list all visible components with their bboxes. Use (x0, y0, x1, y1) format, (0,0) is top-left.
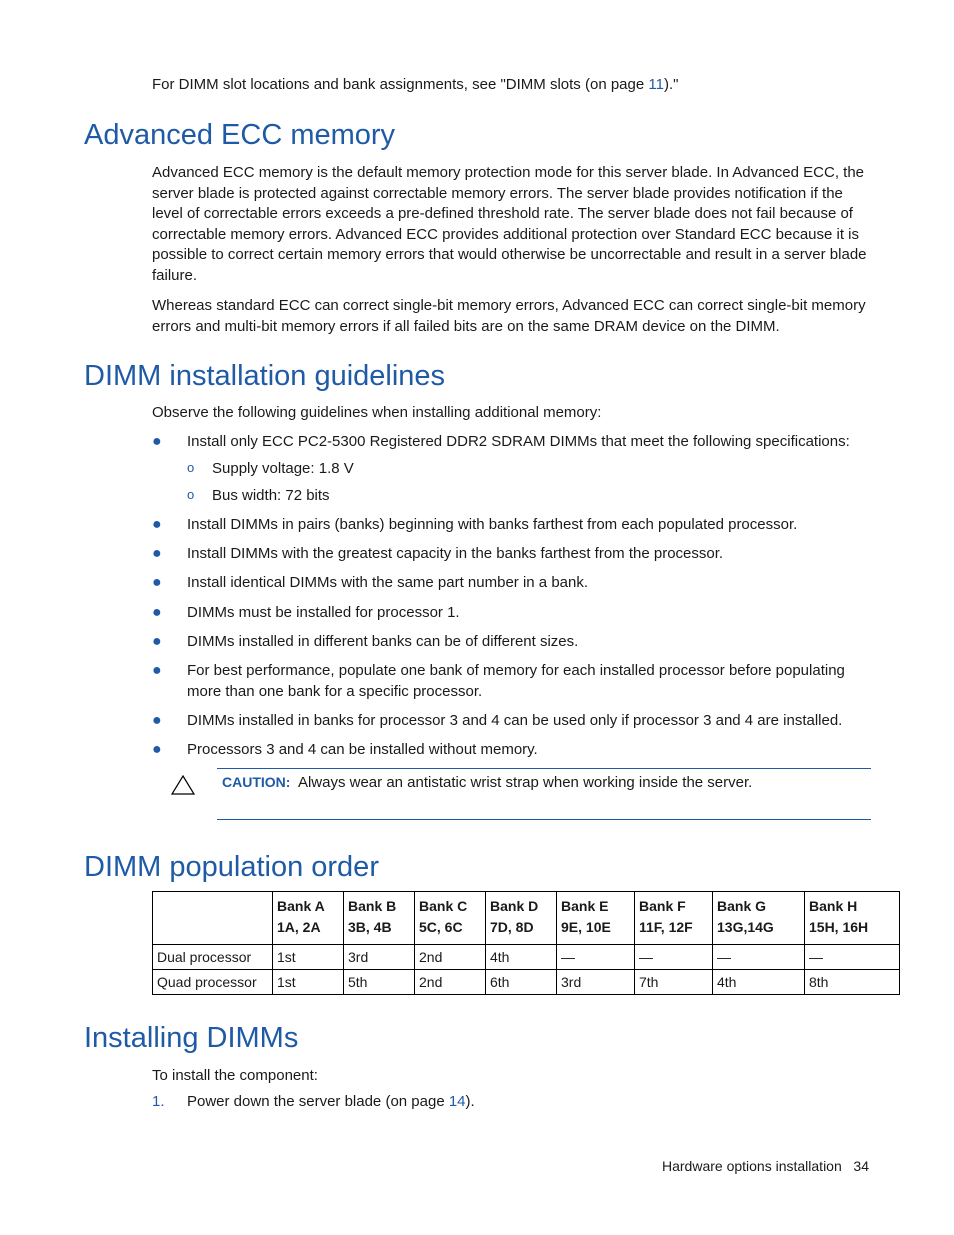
caution-label: CAUTION: (222, 774, 291, 790)
table-cell: 4th (713, 970, 805, 995)
installing-intro: To install the component: (152, 1067, 318, 1084)
bullet-icon: ● (152, 741, 162, 758)
sub-list-item-text: Supply voltage: 1.8 V (212, 460, 354, 477)
page-number: 34 (853, 1158, 869, 1174)
table-row (153, 945, 900, 970)
column-header (153, 892, 273, 945)
table-cell: 6th (486, 970, 557, 995)
step-number: 1. (152, 1093, 165, 1110)
table-cell: — (557, 945, 635, 970)
list-item-text: Install only ECC PC2-5300 Registered DDR2 SDRAM DIMMs that meet the following specifications: (187, 433, 850, 450)
sub-list-item-text: Bus width: 72 bits (212, 487, 330, 504)
table-header-row (153, 892, 900, 945)
column-header: Bank A 1A, 2A (273, 892, 344, 945)
column-header: Bank E 9E, 10E (557, 892, 635, 945)
table-cell: Dual processor (153, 945, 273, 970)
heading-dimm-guidelines: DIMM installation guidelines (84, 360, 446, 392)
column-header: Bank D 7D, 8D (486, 892, 557, 945)
caution-top-rule (217, 768, 871, 769)
circle-bullet-icon: o (187, 460, 195, 475)
list-item-text: DIMMs installed in banks for processor 3 and 4 can be used only if processor 3 and 4 are installed. (187, 712, 843, 729)
list-item-text: Install DIMMs in pairs (banks) beginning with banks farthest from each populated processor. (187, 516, 798, 533)
heading-dimm-population: DIMM population order (84, 851, 379, 883)
list-item-text: For best performance, populate one bank of memory for each installed processor before populating more than one bank for a specific processor. (187, 662, 845, 700)
guidelines-intro: Observe the following guidelines when installing additional memory: (152, 404, 602, 421)
table-cell: 4th (486, 945, 557, 970)
bullet-icon: ● (152, 516, 162, 533)
table-row (153, 970, 900, 995)
list-item-text: Processors 3 and 4 can be installed without memory. (187, 741, 538, 758)
caution-bottom-rule (217, 819, 871, 820)
footer-section-title: Hardware options installation (661, 1158, 842, 1174)
column-header: Bank C 5C, 6C (415, 892, 486, 945)
heading-advanced-ecc: Advanced ECC memory (84, 119, 396, 151)
list-item-text: DIMMs must be installed for processor 1. (187, 604, 460, 621)
table-cell: 8th (805, 970, 900, 995)
table-cell: — (805, 945, 900, 970)
column-header: Bank H 15H, 16H (805, 892, 900, 945)
step-text-suffix: ). (465, 1093, 475, 1110)
advanced-ecc-paragraph-2: Whereas standard ECC can correct single-bit memory errors, Advanced ECC can correct single-bit memory errors and multi-bit memory errors if all failed bits are on the same DRAM device on the DIMM. (152, 297, 866, 335)
bullet-icon: ● (152, 433, 162, 450)
table-cell: 2nd (415, 945, 486, 970)
advanced-ecc-paragraph-1: Advanced ECC memory is the default memory protection mode for this server blade. In Advanced ECC, the server blade is protected against correctable memory errors. The server blade provides notification if the level of correctable errors exceeds a pre-defined threshold rate. The server blade does not fail because of correctable memory errors. Advanced ECC provides additional protection over Standard ECC because it is possible to correct certain memory errors that would otherwise be uncorrectable and result in a server blade failure. (152, 164, 867, 284)
bullet-icon: ● (152, 545, 162, 562)
step-text (187, 1092, 870, 1113)
heading-installing-dimms: Installing DIMMs (84, 1022, 299, 1054)
list-item-text: Install DIMMs with the greatest capacity in the banks farthest from the processor. (187, 545, 724, 562)
population-table (152, 891, 900, 995)
page-footer (662, 1158, 869, 1174)
caution-text: Always wear an antistatic wrist strap when working inside the server. (297, 774, 753, 791)
table-cell: — (713, 945, 805, 970)
intro-text: For DIMM slot locations and bank assignments, see "DIMM slots (on page (152, 76, 649, 93)
table-cell: 3rd (344, 945, 415, 970)
table-cell: 2nd (415, 970, 486, 995)
table-cell: 3rd (557, 970, 635, 995)
intro-suffix: )." (663, 76, 679, 93)
table-cell: 1st (273, 945, 344, 970)
circle-bullet-icon: o (187, 487, 195, 502)
column-header: Bank F 11F, 12F (635, 892, 713, 945)
list-item-text: Install identical DIMMs with the same part number in a bank. (187, 574, 589, 591)
page-link-11[interactable]: 11 (648, 76, 664, 93)
bullet-icon: ● (152, 712, 162, 729)
table-cell: — (635, 945, 713, 970)
bullet-icon: ● (152, 574, 162, 591)
warning-triangle-icon (171, 775, 195, 795)
table-cell: 1st (273, 970, 344, 995)
bullet-icon: ● (152, 604, 162, 621)
step-text-prefix: Power down the server blade (on page (187, 1093, 449, 1110)
page-link-14[interactable]: 14 (448, 1093, 466, 1110)
table-cell: 7th (635, 970, 713, 995)
list-item-text: DIMMs installed in different banks can be of different sizes. (187, 633, 579, 650)
bullet-icon: ● (152, 633, 162, 650)
column-header: Bank G 13G,14G (713, 892, 805, 945)
table-cell: Quad processor (153, 970, 273, 995)
table-cell: 5th (344, 970, 415, 995)
intro-line (152, 75, 870, 96)
bullet-icon: ● (152, 662, 162, 679)
caution-note (222, 772, 870, 794)
column-header: Bank B 3B, 4B (344, 892, 415, 945)
